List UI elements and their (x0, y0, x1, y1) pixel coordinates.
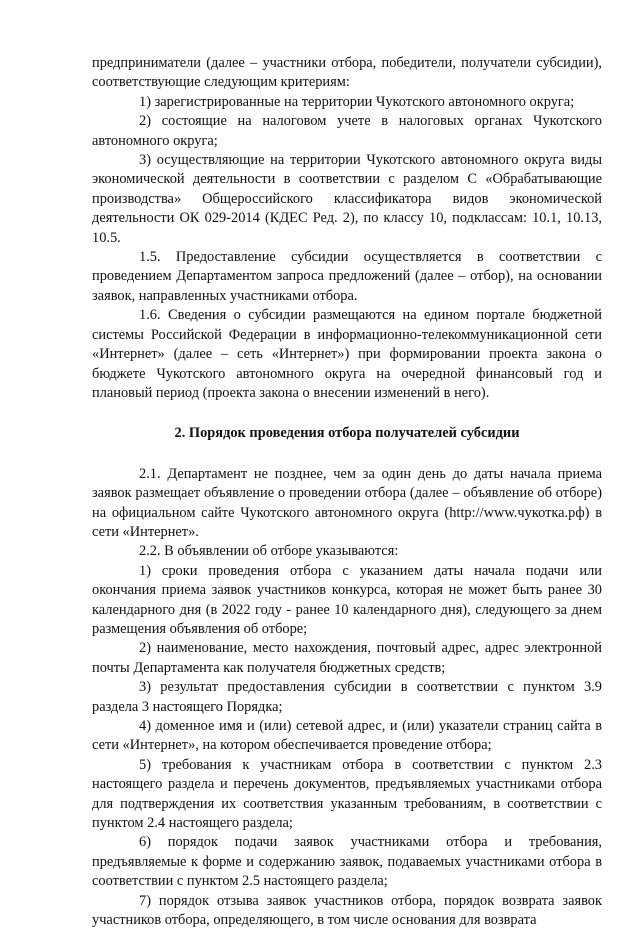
paragraph-criterion-2: 2) состоящие на налоговом учете в налоговых органах Чукотского автономного округа; (92, 113, 602, 149)
list-item-7: 7) порядок отзыва заявок участников отбора, порядок возврата заявок участников отбора, определяющего, в том числе основания для возврата (92, 892, 602, 929)
list-item-1: 1) сроки проведения отбора с указанием даты начала подачи или окончания приема заявок участников конкурса, которая не может быть ранее 30 календарного дня (в 2022 году - ранее 10 календарного дня), следующего за днем размещения объявления об отборе; (92, 562, 602, 637)
section-heading: 2. Порядок проведения отбора получателей субсидии (174, 425, 520, 442)
list-item-4: 4) доменное имя и (или) сетевой адрес, и (или) указатели страниц сайта в сети «Интернет», на котором обеспечивается проведение отбора; (92, 718, 602, 754)
paragraph-1-5: 1.5. Предоставление субсидии осуществляется в соответствии с проведением Департаментом запроса предложений (далее – отбор), на основании заявок, направленных участниками отбора. (92, 249, 602, 304)
paragraph-2-1: 2.1. Департамент не позднее, чем за один день до даты начала приема заявок размещает объявление о проведении отбора (далее – объявление об отборе) на официальном сайте Чукотского автономного округа (http://www.чукотка.рф) в сети «Интернет». (92, 465, 602, 540)
paragraph-intro-continuation: предприниматели (далее – участники отбора, победители, получатели субсидии), соответствующие следующим критериям: (92, 55, 602, 91)
paragraph-2-2: 2.2. В объявлении об отборе указываются: (139, 543, 399, 560)
paragraph-criterion-1: 1) зарегистрированные на территории Чукотского автономного округа; (139, 93, 575, 110)
paragraph-criterion-3: 3) осуществляющие на территории Чукотского автономного округа виды экономической деятельности в соответствии с разделом С «Обрабатывающие производства» Общероссийского классификатора видов экономической деятельности ОК 029-2014 (КДЕС Ред. 2), по классу 10, подклассам: 10.1, 10.13, 10.5. (92, 152, 602, 246)
list-item-3: 3) результат предоставления субсидии в соответствии с пунктом 3.9 раздела 3 настоящего Порядка; (92, 679, 602, 715)
paragraph-1-6: 1.6. Сведения о субсидии размещаются на едином портале бюджетной системы Российской Федерации в информационно-телекоммуникационной сети «Интернет» (далее – сеть «Интернет») при формировании проекта закона о бюджете Чукотского автономного округа на очередной финансовый год и плановый период (проекта закона о внесении изменений в него). (92, 307, 602, 401)
list-item-5: 5) требования к участникам отбора в соответствии с пунктом 2.3 настоящего раздела и перечень документов, предъявляемых участниками отбора для подтверждения их соответствия указанным требованиям, в соответствии с пунктом 2.4 настоящего раздела; (92, 756, 602, 832)
list-item-6: 6) порядок подачи заявок участниками отбора и требования, предъявляемые к форме и содержанию заявок, подаваемых участниками отбора в соответствии с пунктом 2.5 настоящего раздела; (92, 834, 602, 890)
list-item-2: 2) наименование, место нахождения, почтовый адрес, адрес электронной почты Департамента как получателя бюджетных средств; (92, 640, 602, 676)
